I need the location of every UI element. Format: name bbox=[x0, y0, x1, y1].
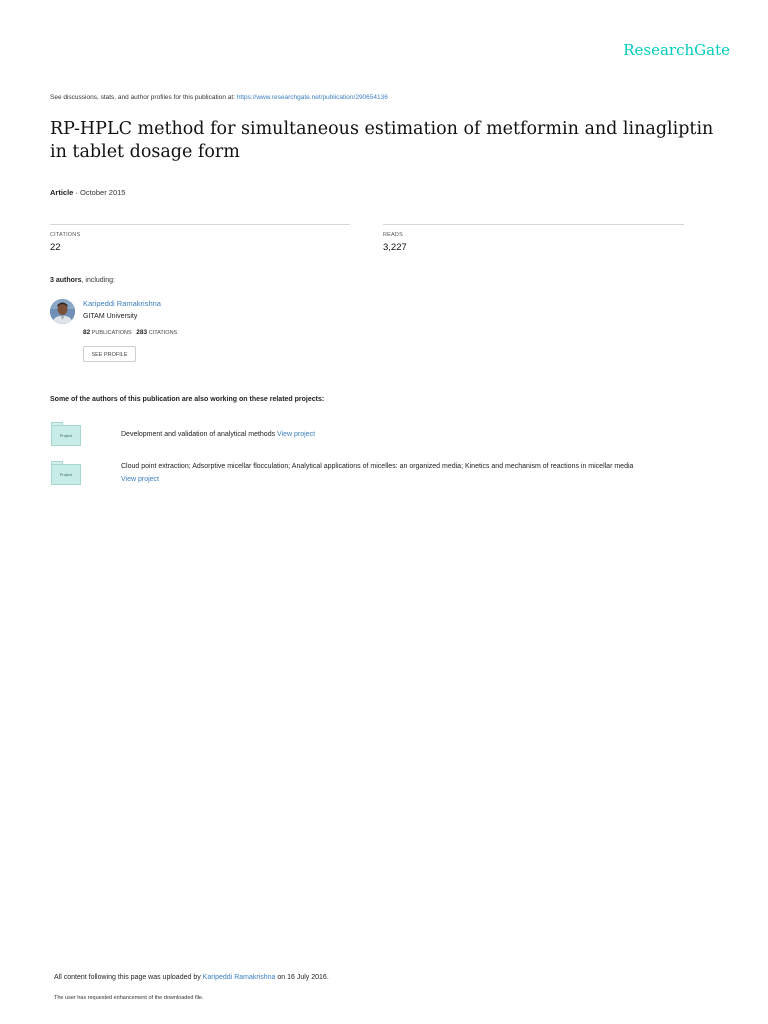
reads-label: READS bbox=[383, 232, 403, 238]
upload-suffix: on 16 July 2016. bbox=[277, 974, 329, 981]
project-title: Development and validation of analytical methods bbox=[121, 431, 276, 438]
author-citations-count: 283 bbox=[136, 329, 148, 336]
see-profile-button[interactable]: SEE PROFILE bbox=[83, 346, 136, 362]
project-folder-icon[interactable] bbox=[51, 461, 82, 486]
upload-prefix: All content following this page was uploaded by bbox=[54, 974, 201, 981]
view-project-link[interactable]: View project bbox=[277, 431, 316, 438]
publications-label: PUBLICATIONS bbox=[91, 330, 132, 336]
view-project-link[interactable]: View project bbox=[121, 476, 160, 483]
enhancement-note: The user has requested enhancement of the downloaded file. bbox=[54, 995, 204, 1001]
avatar[interactable] bbox=[50, 299, 75, 324]
author-citations-label: CITATIONS bbox=[148, 330, 178, 336]
author-institution: GITAM University bbox=[83, 313, 138, 320]
citations-value: 22 bbox=[50, 242, 61, 253]
project-folder-icon[interactable] bbox=[51, 422, 82, 447]
citations-label: CITATIONS bbox=[50, 232, 81, 238]
project-item bbox=[121, 428, 721, 441]
project-title: Cloud point extraction; Adsorptive micellar flocculation; Analytical applications of micelles: an organized media; Kinetics and mechanism of reactions in micellar media bbox=[121, 463, 634, 470]
related-projects-heading: Some of the authors of this publication are also working on these related projects: bbox=[50, 396, 325, 403]
reads-value: 3,227 bbox=[383, 242, 407, 253]
publication-date: October 2015 bbox=[80, 188, 126, 197]
citations-stat bbox=[50, 224, 350, 253]
authors-heading bbox=[50, 277, 115, 284]
meta-separator: · bbox=[73, 188, 81, 197]
publication-meta bbox=[50, 188, 125, 197]
authors-count: 3 authors bbox=[50, 277, 82, 284]
authors-including: , including: bbox=[81, 277, 115, 284]
uploader-link[interactable]: Karipeddi Ramakrishna bbox=[202, 974, 276, 981]
publication-type: Article bbox=[50, 188, 74, 197]
author-stats bbox=[83, 329, 177, 336]
project-thumb-label: Project bbox=[59, 433, 73, 438]
researchgate-logo[interactable]: ResearchGate bbox=[623, 41, 730, 59]
publication-link[interactable]: https://www.researchgate.net/publication/290654136 bbox=[236, 94, 388, 101]
intro-line bbox=[50, 94, 388, 101]
intro-text: See discussions, stats, and author profiles for this publication at: bbox=[50, 94, 235, 101]
author-name-link[interactable]: Karipeddi Ramakrishna bbox=[83, 299, 161, 308]
project-item bbox=[121, 460, 721, 486]
publication-title: RP-HPLC method for simultaneous estimation of metformin and linagliptin in tablet dosage form bbox=[50, 119, 714, 162]
project-thumb-label: Project bbox=[59, 472, 73, 477]
upload-notice bbox=[54, 974, 329, 981]
publications-count: 82 bbox=[83, 329, 91, 336]
reads-stat bbox=[383, 224, 684, 253]
